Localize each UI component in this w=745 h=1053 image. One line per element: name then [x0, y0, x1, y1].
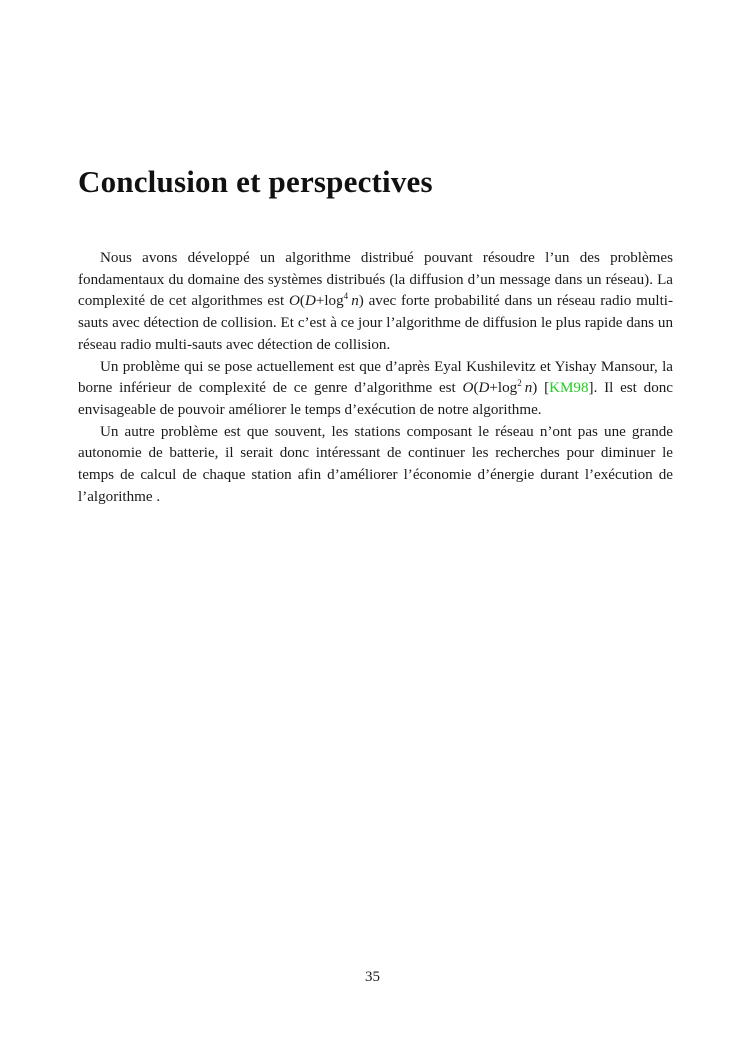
chapter-body — [78, 248, 673, 508]
formula-o: O — [289, 293, 300, 310]
page-number: 35 — [365, 969, 380, 985]
citation-bracket-close: ] — [588, 380, 594, 397]
formula-var-d: D — [304, 293, 316, 310]
formula-var-n: n — [524, 380, 533, 397]
formula-plus: + — [315, 293, 325, 310]
complexity-formula-log2 — [463, 380, 538, 396]
paragraph-1 — [78, 248, 673, 357]
complexity-formula-log4 — [289, 293, 364, 309]
citation-link-km98[interactable]: KM98 — [549, 380, 589, 397]
paragraph-2-text-start: Un problème qui se pose actuellement est que d’après Eyal Kushilevitz et Yishay Mansour, la borne inférieur de complexité de ce genre d’algorithme est — [78, 358, 673, 397]
citation-bracket-open: [ — [537, 380, 550, 397]
formula-log: log — [497, 380, 518, 397]
formula-o: O — [462, 380, 474, 397]
paragraph-3: Un autre problème est que souvent, les stations composant le réseau n’ont pas une grande autonomie de batterie, il serait donc intéressant de continuer les recherches pour diminuer le temps de calcul de chaque station afin d’améliorer l’économie d’énergie durant l’exécution de l’algorithme . — [78, 423, 673, 505]
paragraph-1-text-start: Nous avons développé un algorithme distribué pouvant résoudre l’un des problèmes fondamentaux du domaine des systèmes distribués (la diffusion d’un message dans un réseau). La complexité de cet algorithmes est — [78, 250, 673, 310]
formula-var-n: n — [351, 293, 359, 310]
formula-var-d: D — [478, 380, 490, 397]
chapter-title: Conclusion et perspectives — [78, 164, 433, 199]
formula-paren-open: ( — [473, 380, 479, 397]
formula-plus: + — [489, 380, 498, 397]
formula-paren-close: ) — [532, 380, 538, 397]
formula-paren-open: ( — [299, 293, 305, 310]
paragraph-1-text-end: avec forte probabilité dans un réseau radio multi-sauts avec détection de collision. Et c’est à ce jour l’algorithme de diffusion le plus rapide dans un réseau radio multi-sauts avec détection de collision. — [78, 293, 673, 353]
paragraph-2 — [78, 357, 673, 422]
formula-paren-close: ) — [358, 293, 364, 310]
formula-exponent: 2 — [517, 378, 522, 389]
formula-log: log — [324, 293, 344, 310]
formula-exponent: 4 — [343, 291, 349, 302]
paragraph-2-text-end: . Il est donc envisageable de pouvoir améliorer le temps d’exécution de notre algorithme. — [78, 380, 673, 418]
